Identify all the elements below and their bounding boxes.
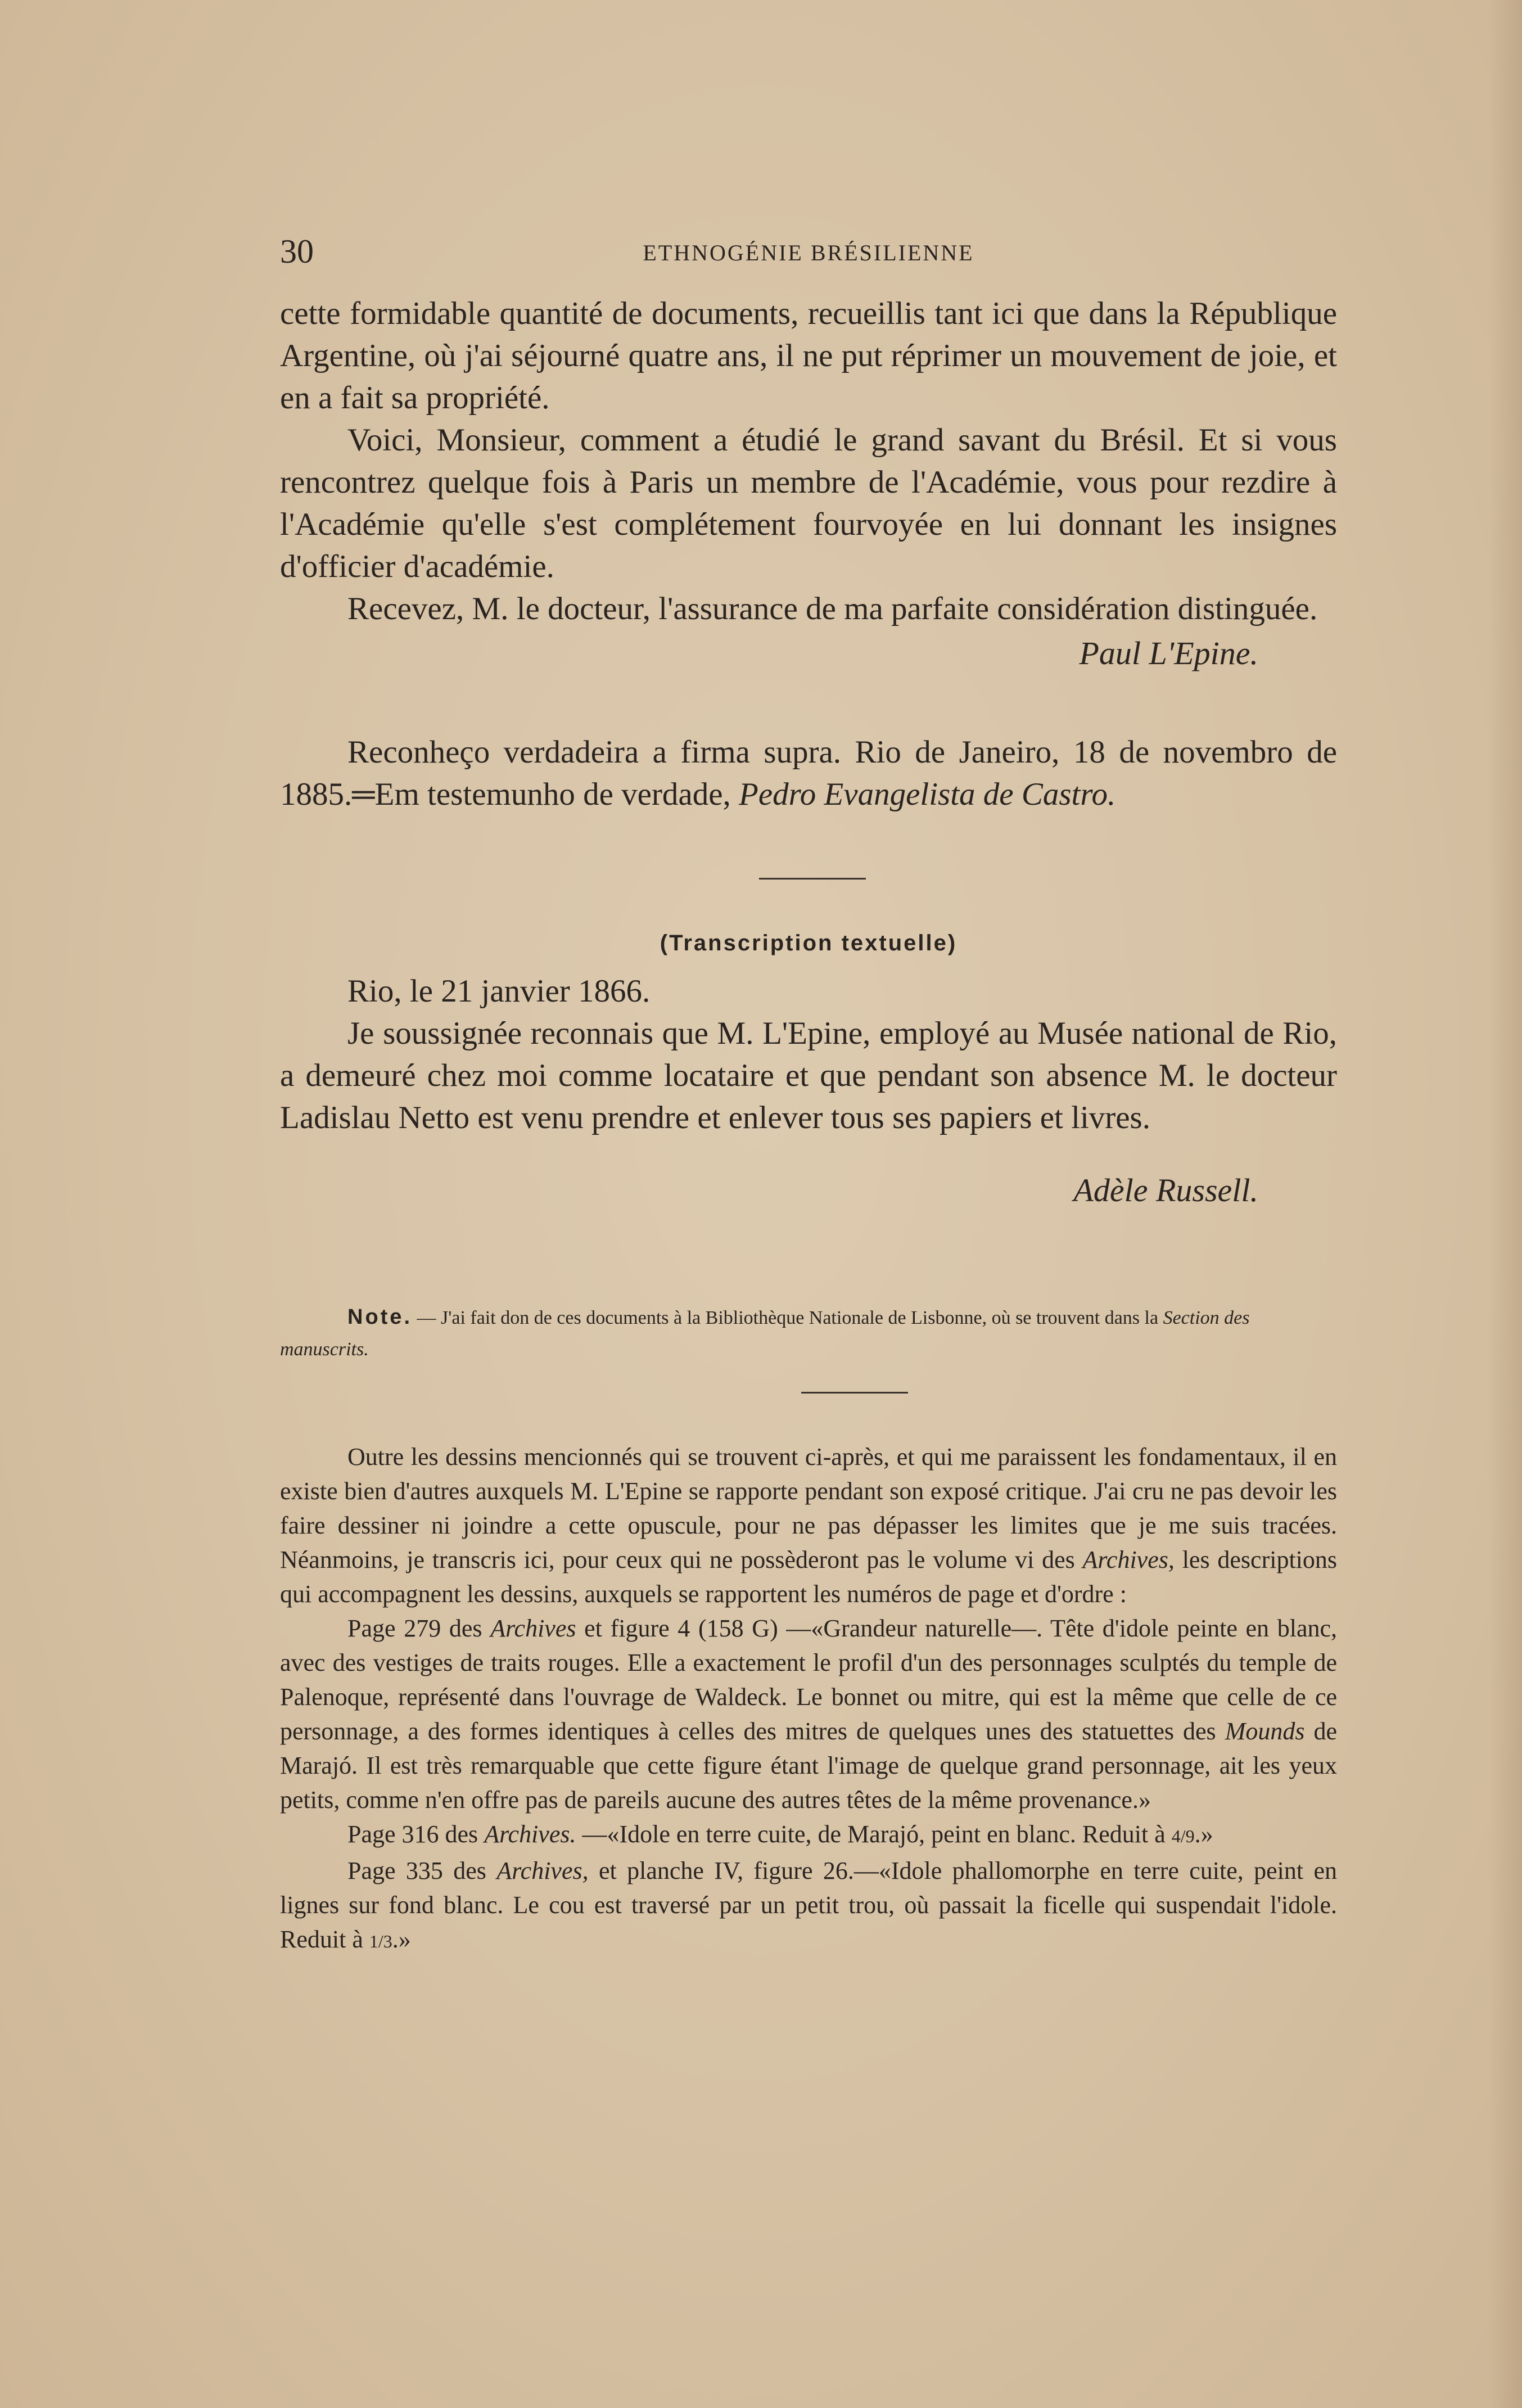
letter-signature: Paul L'Epine. [1079,635,1258,671]
letter-paragraph-1: cette formidable quantité de documents, recueillis tant ici que dans la République Argentine, où j'ai séjourné quatre ans, il ne put réprimer un mouvement de joie, et en a fait sa propriété. [280,296,1337,416]
transcription-date: Rio, le 21 janvier 1866. [347,973,651,1009]
commentary-p3-italic: Archives. [484,1820,576,1848]
footnote-italic: Section des manuscrits. [280,1307,1250,1360]
commentary-p4-rest: et planche IV, figure 26.—«Idole phallomorphe en terre cuite, peint en lignes sur fond blanc. Le cou est traversé par un petit trou, où passait la ficelle qui suspendait l'idole. Reduit à [280,1857,1338,1953]
commentary-p2-rest2: de Marajó. Il est très remarquable que cette figure étant l'image de quelque grand personnage, ait les yeux petits, comme n'en offre pas de pareils aucune des autres têtes de la même provenance.» [280,1717,1338,1814]
commentary-p2-start: Page 279 des [347,1615,482,1642]
separator-rule-2 [801,1392,908,1394]
certification-text: Reconheço verdadeira a firma supra. Rio de Janeiro, 18 de novembro de 1885.═Em testemunho de verdade, [280,734,1337,812]
commentary-p3-fraction: 4/9 [1171,1826,1195,1846]
certification-block [280,731,1337,815]
footnote-text: — J'ai fait don de ces documents à la Bibliothèque Nationale de Lisbonne, où se trouvent dans la [417,1307,1159,1328]
page-header [280,232,1337,271]
page-number: 30 [280,233,314,270]
commentary-p2-rest1: et figure 4 (158 G) —«Grandeur naturelle—. Tête d'idole peinte en blanc, avec des vestiges de traits rouges. Elle a exactement le profil d'un des personnages sculptés du temple de Palenoque, représenté dans l'ouvrage de Waldeck. Le bonnet ou mitre, qui est la même que celle de ce personnage, a des formes identiques à celles des mitres de quelques unes des statuettes des [280,1615,1338,1745]
letter-paragraph-3: Recevez, M. le docteur, l'assurance de ma parfaite considération distinguée. [347,591,1318,626]
footnote [280,1301,1337,1365]
commentary-p1-end: les descriptions qui accompagnent les dessins, auxquels se rapportent les numéros de page et d'ordre : [280,1546,1338,1608]
transcription-caption: (Transcription textuelle) [660,931,958,955]
commentary-paragraph-3 [280,1817,1337,1854]
commentary-p2-italic: Archives [490,1615,576,1642]
footnote-label: Note. [347,1305,412,1329]
commentary-p4-italic: Archives, [496,1857,589,1884]
certification-name: Pedro Evangelista de Castro. [739,777,1116,812]
letter-paragraph-2: Voici, Monsieur, comment a étudié le grand savant du Brésil. Et si vous rencontrez quelque fois à Paris un membre de l'Académie, vous pour rezdire à l'Académie qu'elle s'est complétement fourvoyée en lui donnant les insignes d'officier d'académie. [280,422,1337,584]
commentary-p1-italic: Archives, [1082,1546,1175,1573]
commentary-block [280,1440,1337,1959]
commentary-paragraph-2 [280,1611,1337,1817]
commentary-paragraph-4 [280,1854,1337,1959]
commentary-p4-fraction: 1/3 [369,1931,392,1951]
letter-body [280,292,1337,672]
running-title: ETHNOGÉNIE BRÉSILIENNE [643,240,974,265]
commentary-p2-italic2: Mounds [1225,1717,1305,1745]
transcription-block [280,970,1337,1209]
transcription-signature: Adèle Russell. [1073,1172,1258,1208]
commentary-p3-rest: —«Idole en terre cuite, de Marajó, peint en blanc. Reduit à [582,1820,1166,1848]
certification-paragraph [280,731,1337,815]
separator-rule-1 [759,878,866,880]
commentary-p3-end: .» [1194,1820,1213,1848]
page-edge-shadow [1488,0,1522,2408]
commentary-p4-end: .» [392,1926,411,1953]
commentary-p1-text: Outre les dessins mencionnés qui se trouvent ci-après, et qui me paraissent les fondamentaux, il en existe bien d'autres auxquels M. L'Epine se rapporte pendant son exposé critique. J'ai cru ne pas devoir les faire dessiner ni joindre a cette opuscule, pour ne pas dépasser les limites que je me suis tracées. Néanmoins, je transcris ici, pour ceux qui ne possèderont pas le volume vi des [280,1443,1337,1573]
commentary-p3-start: Page 316 des [347,1820,478,1848]
commentary-p4-start: Page 335 des [347,1857,486,1884]
transcription-body: Je soussignée reconnais que M. L'Epine, employé au Musée national de Rio, a demeuré chez moi comme locataire et que pendant son absence M. le docteur Ladislau Netto est venu prendre et enlever tous ses papiers et livres. [280,1016,1337,1135]
commentary-paragraph-1 [280,1440,1337,1611]
